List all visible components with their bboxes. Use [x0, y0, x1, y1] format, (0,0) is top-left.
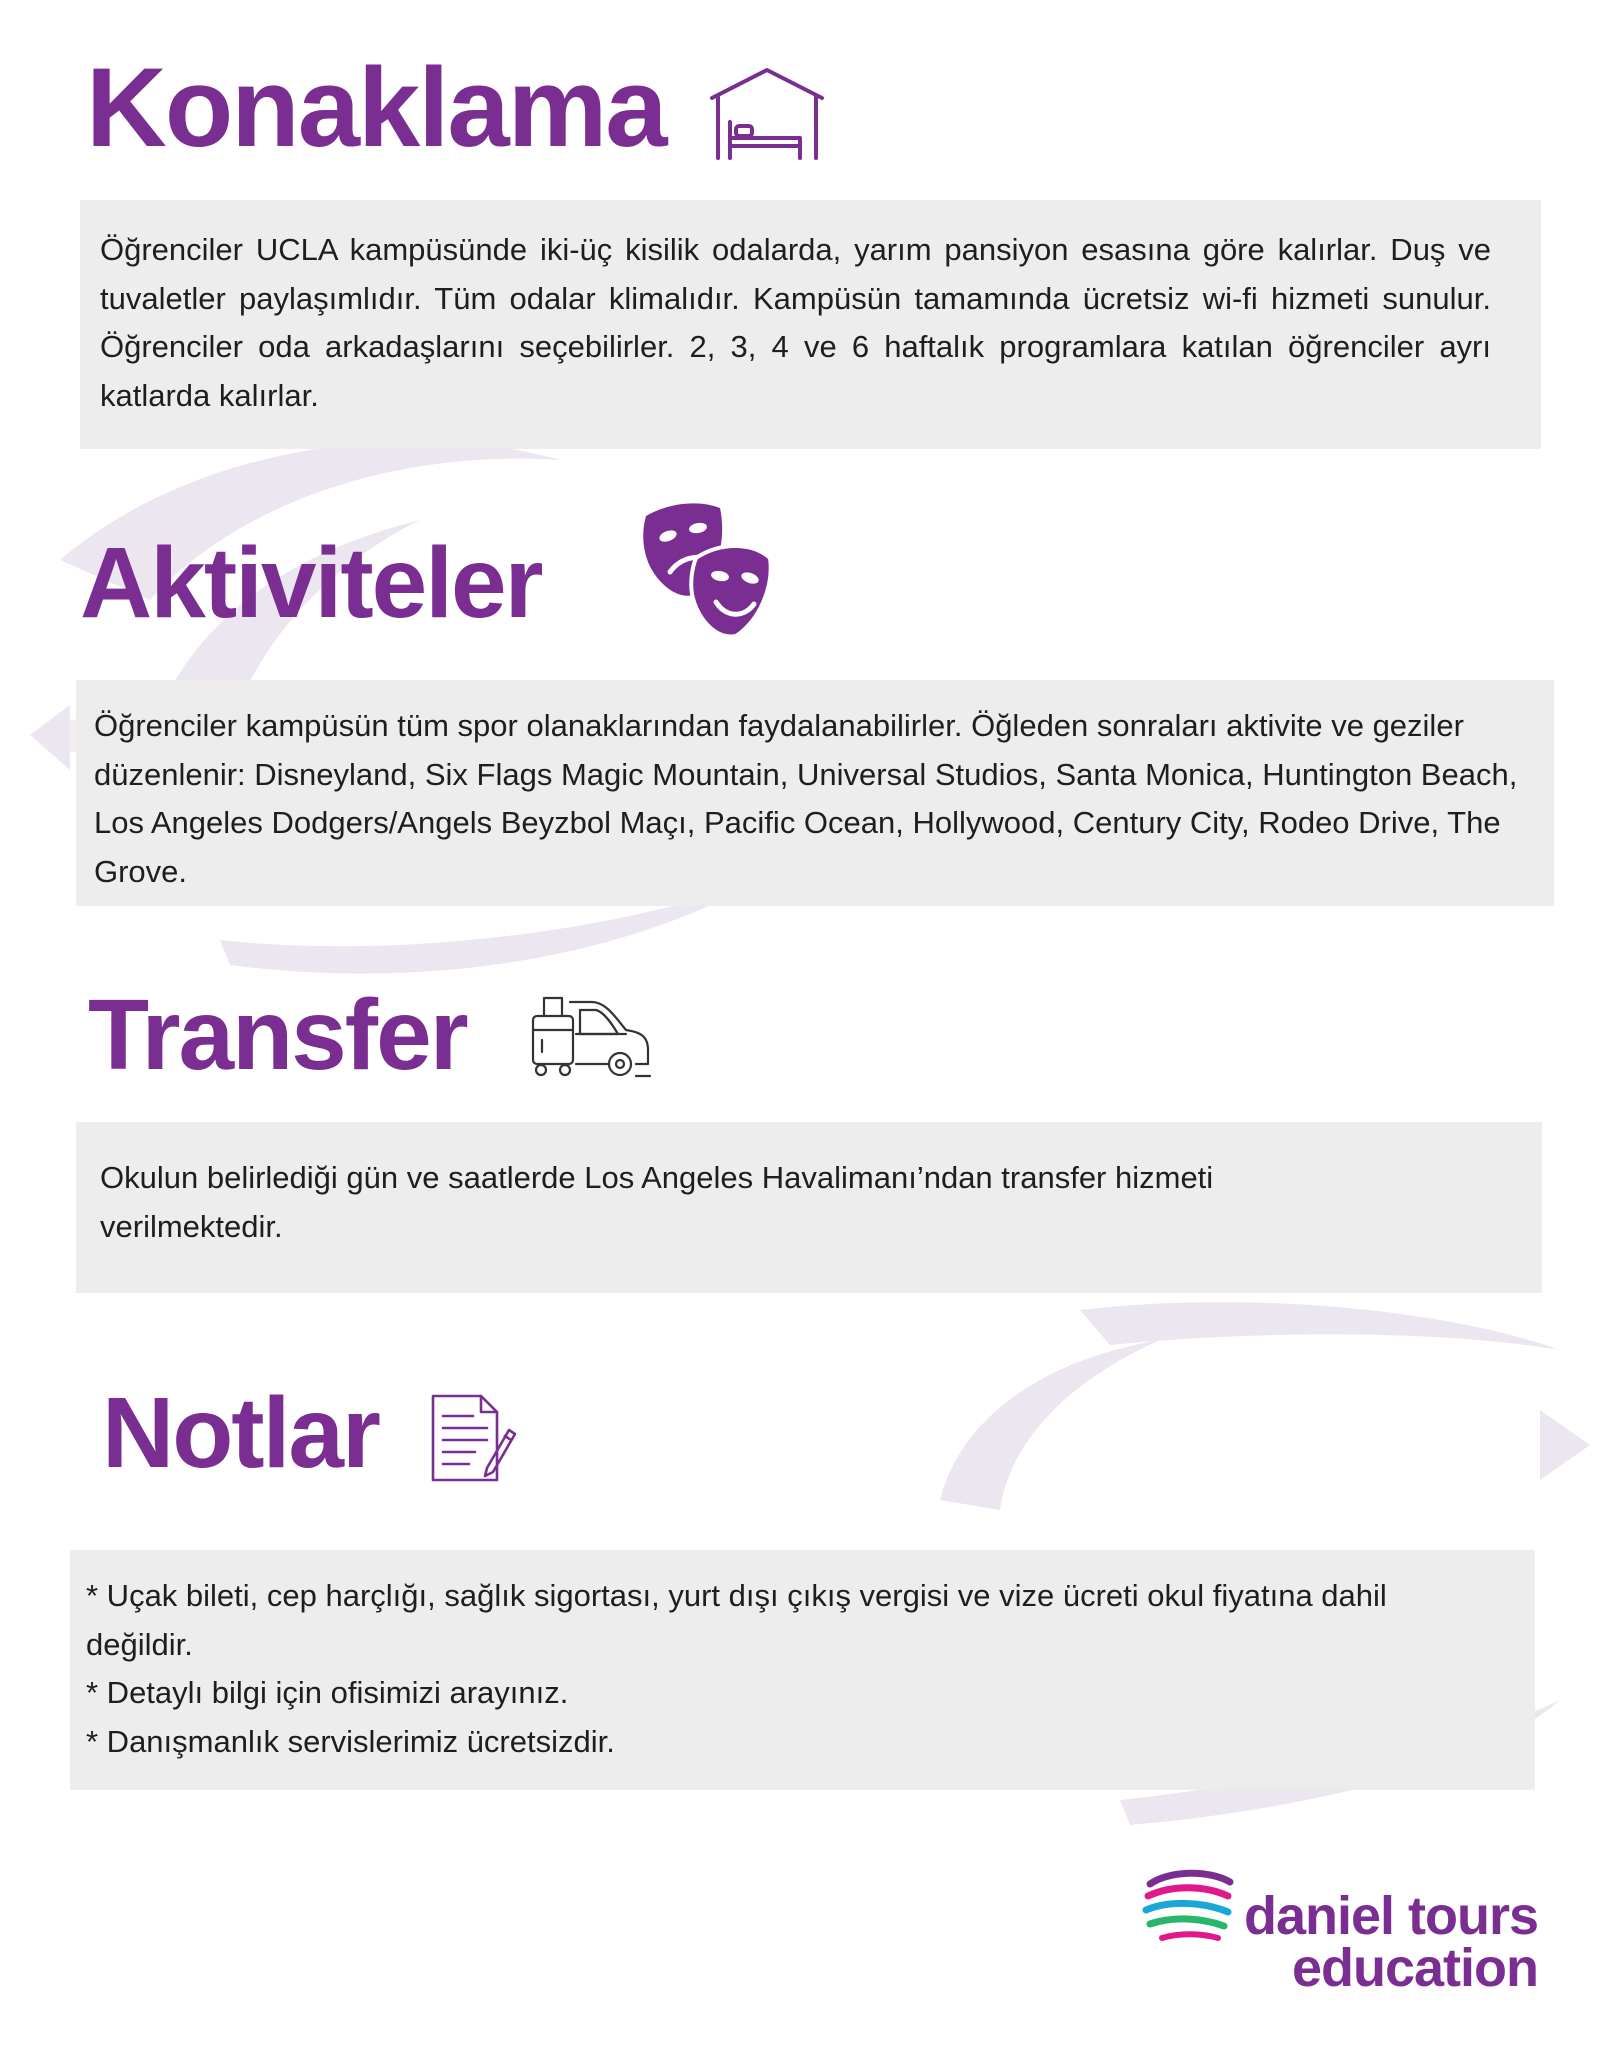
notlar-box [70, 1550, 1535, 1790]
notlar-line-3: * Danışmanlık servislerimiz ücretsizdir. [86, 1723, 615, 1759]
aktiviteler-box [76, 680, 1554, 906]
aktiviteler-text: Öğrenciler kampüsün tüm spor olanaklarından faydalanabilirler. Öğleden sonraları aktivite ve geziler düzenlenir: Disneyland, Six Flags Magic Mountain, Universal Studios, Santa Monica, Huntington Beach, Los Angeles Dodgers/Angels Beyzbol Maçı, Pacific Ocean, Hollywood, Century City, Rodeo Drive, The Grove. [94, 708, 1518, 889]
konaklama-box [80, 200, 1541, 449]
theater-masks-icon [640, 502, 776, 642]
aktiviteler-heading: Aktiviteler [80, 527, 542, 639]
transfer-heading: Transfer [88, 979, 467, 1091]
document-pencil-icon [429, 1392, 517, 1484]
logo-line-1: daniel tours [1243, 1886, 1538, 1946]
globe-swirl-icon [1140, 1868, 1236, 1948]
konaklama-heading: Konaklama [86, 45, 666, 170]
house-bed-icon [708, 66, 826, 162]
logo-line-2: education [1291, 1938, 1538, 1998]
car-luggage-icon [530, 994, 652, 1080]
transfer-box [76, 1122, 1542, 1293]
notlar-heading: Notlar [102, 1377, 379, 1489]
transfer-text: Okulun belirlediği gün ve saatlerde Los Angeles Havalimanı’ndan transfer hizmeti verilmektedir. [100, 1160, 1214, 1244]
notlar-line-1: * Uçak bileti, cep harçlığı, sağlık sigortası, yurt dışı çıkış vergisi ve vize ücreti okul fiyatına dahil değildir. [86, 1578, 1387, 1662]
logo-text [1230, 1886, 1538, 1998]
notlar-line-2: * Detaylı bilgi için ofisimizi arayınız. [86, 1675, 569, 1710]
konaklama-text: Öğrenciler UCLA kampüsünde iki-üç kisilik odalarda, yarım pansiyon esasına göre kalırlar. Duş ve tuvaletler paylaşımlıdır. Tüm odalar klimalıdır. Kampüsün tamamında ücretsiz wi-fi hizmeti sunulur. Öğrenciler oda arkadaşlarını seçebilirler. 2, 3, 4 ve 6 haftalık programlara katılan öğrenciler ayrı katlarda kalırlar. [100, 232, 1491, 413]
